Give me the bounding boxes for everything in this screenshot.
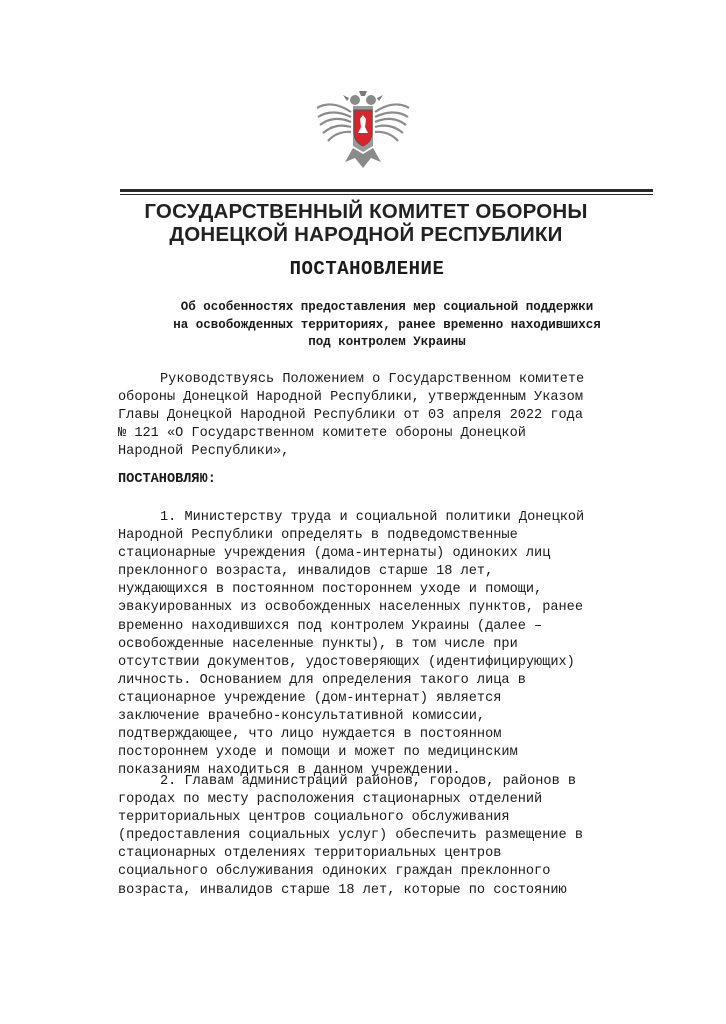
issuer-title-line1: ГОСУДАРСТВЕННЫЙ КОМИТЕТ ОБОРОНЫ xyxy=(144,200,588,223)
item-1-line: нуждающихся в постоянном постороннем уходе и помощи, xyxy=(118,582,543,598)
item-1-line: стационарные учреждения (дома-интернаты) одиноких лиц xyxy=(118,546,551,562)
item-1-line: постороннем уходе и помощи и может по медицинским xyxy=(118,745,518,761)
coat-of-arms-icon xyxy=(313,88,413,176)
subject-line: под контролем Украины xyxy=(308,335,466,349)
subject-line: на освобожденных территориях, ранее временно находившихся xyxy=(173,317,601,332)
item-1-line: стационарное учреждение (дом-интернат) является xyxy=(118,690,502,706)
resolve-label: ПОСТАНОВЛЯЮ: xyxy=(118,472,216,487)
preamble-line: обороны Донецкой Народной Республики, утвержденным Указом xyxy=(118,390,583,406)
preamble-line: № 121 «О Государственном комитете обороны Донецкой xyxy=(118,426,526,442)
item-1-line: освобожденные населенные пункты), в том числе при xyxy=(118,636,518,652)
issuer-title-line2: ДОНЕЦКОЙ НАРОДНОЙ РЕСПУБЛИКИ xyxy=(169,223,563,246)
header-rule-thin xyxy=(120,194,653,195)
item-1-line: преклонного возраста, инвалидов старше 18 лет, xyxy=(118,564,494,580)
item-1-line: временно находившихся под контролем Украины (далее – xyxy=(118,618,543,634)
preamble-paragraph xyxy=(118,371,655,461)
item-1-line: эвакуированных из освобожденных населенных пунктов, ранее xyxy=(118,600,583,616)
header-rule-thick xyxy=(120,189,653,192)
item-2-line: социального обслуживания одиноких граждан преклонного xyxy=(118,864,551,880)
item-1-line: Народной Республики определять в подведомственные xyxy=(118,528,518,544)
item-1-line: показаниям находиться в данном учреждении. xyxy=(118,763,461,779)
preamble-line: Главы Донецкой Народной Республики от 03 апреля 2022 года xyxy=(118,408,583,424)
preamble-line: Руководствуясь Положением о Государственном комитете xyxy=(160,372,585,387)
item-2-line: 2. Главам администраций районов, городов, районов в xyxy=(160,774,577,789)
item-2-line: стационарных отделениях территориальных центров xyxy=(118,846,502,862)
item-1-line: личность. Основанием для определения такого лица в xyxy=(118,672,526,688)
item-2-paragraph xyxy=(118,773,655,900)
item-2-line: (предоставления социальных услуг) обеспечить размещение в xyxy=(118,828,583,844)
item-2-line: территориальных центров социального обслуживания xyxy=(118,810,510,826)
item-1-paragraph xyxy=(118,509,655,780)
item-1-line: 1. Министерству труда и социальной политики Донецкой xyxy=(160,510,585,525)
item-2-line: городах по месту расположения стационарных отделений xyxy=(118,792,543,808)
item-1-line: подтверждающее, что лицо нуждается в постоянном xyxy=(118,727,502,743)
preamble-line: Народной Республики», xyxy=(118,444,290,460)
document-type-heading: ПОСТАНОВЛЕНИЕ xyxy=(289,258,445,280)
item-1-line: отсутствии документов, удостоверяющих (идентифицирующих) xyxy=(118,654,575,670)
document-subject xyxy=(118,299,656,352)
item-1-line: заключение врачебно-консультативной комиссии, xyxy=(118,709,486,725)
item-2-line: возраста, инвалидов старше 18 лет, которые по состоянию xyxy=(118,882,567,898)
subject-line: Об особенностях предоставления мер социальной поддержки xyxy=(180,300,594,314)
